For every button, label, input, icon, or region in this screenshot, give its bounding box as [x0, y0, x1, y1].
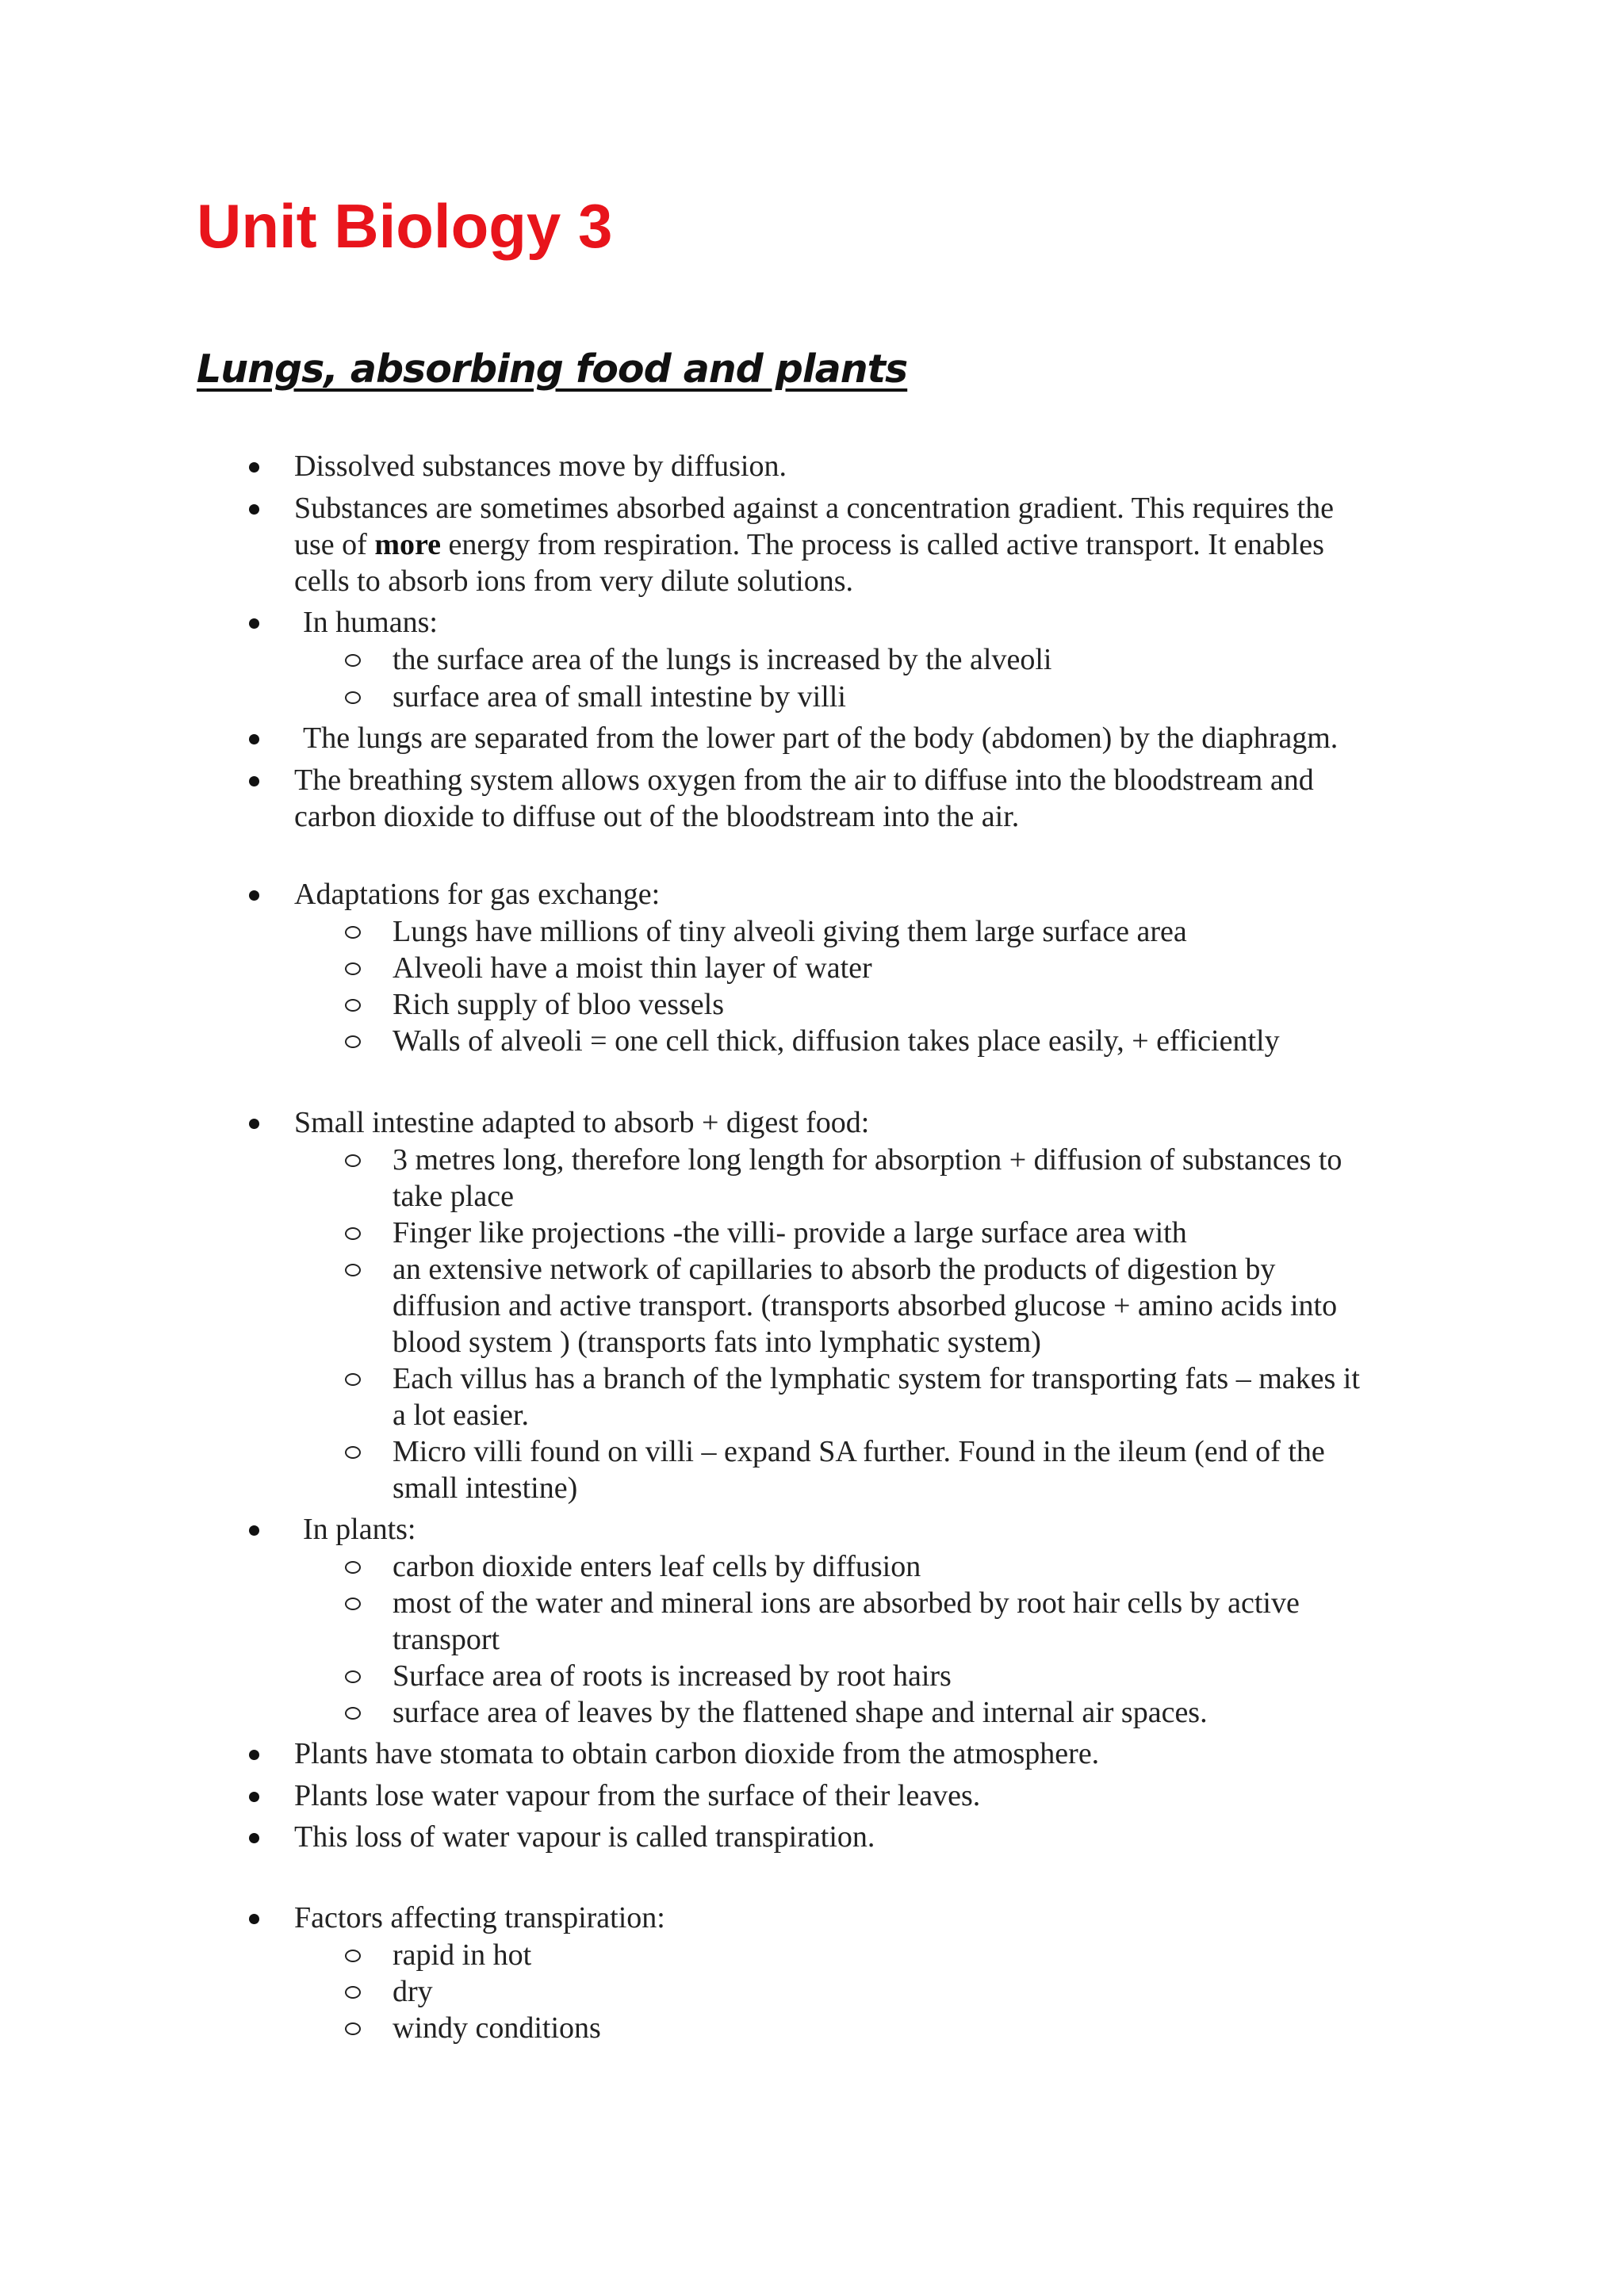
sub-list-item: surface area of small intestine by villi	[393, 680, 846, 714]
list-item: This loss of water vapour is called transpiration.	[294, 1820, 875, 1854]
bullet-icon	[249, 504, 259, 515]
sub-list-item: surface area of leaves by the flattened shape and internal air spaces.	[393, 1696, 1208, 1729]
list-item: The lungs are separated from the lower part of the body (abdomen) by the diaphragm.	[303, 721, 1339, 755]
list-item: In plants:	[303, 1513, 416, 1546]
section-heading: Lungs, absorbing food and plants	[197, 346, 908, 392]
sub-list-item-continuation: transport	[393, 1623, 500, 1656]
list-item: Dissolved substances move by diffusion.	[294, 450, 787, 483]
sub-list-item: Finger like projections -the villi- provide a large surface area with	[393, 1216, 1187, 1249]
sub-bullet-icon	[345, 654, 361, 667]
sub-list-item: windy conditions	[393, 2011, 601, 2045]
sub-list-item: Alveoli have a moist thin layer of water	[393, 951, 872, 985]
sub-list-item: Surface area of roots is increased by root hairs	[393, 1659, 952, 1693]
list-item: Plants have stomata to obtain carbon dioxide from the atmosphere.	[294, 1737, 1100, 1770]
sub-bullet-icon	[345, 962, 361, 975]
sub-bullet-icon	[345, 1035, 361, 1048]
sub-bullet-icon	[345, 1373, 361, 1386]
sub-list-item-continuation: small intestine)	[393, 1471, 578, 1505]
list-item: Factors affecting transpiration:	[294, 1901, 665, 1934]
sub-list-item: an extensive network of capillaries to absorb the products of digestion by	[393, 1253, 1276, 1286]
bullet-icon	[249, 734, 259, 744]
bullet-icon	[249, 1525, 259, 1536]
bullet-icon	[249, 1750, 259, 1760]
bullet-icon	[249, 776, 259, 786]
bullet-icon	[249, 1792, 259, 1802]
sub-list-item: Rich supply of bloo vessels	[393, 988, 724, 1021]
list-item: Substances are sometimes absorbed against a concentration gradient. This requires the	[294, 492, 1334, 525]
list-item: Adaptations for gas exchange:	[294, 878, 661, 911]
bullet-icon	[249, 1914, 259, 1924]
sub-list-item-continuation: blood system ) (transports fats into lymphatic system)	[393, 1326, 1041, 1359]
sub-list-item: Each villus has a branch of the lymphatic system for transporting fats – makes it	[393, 1362, 1360, 1395]
list-item: The breathing system allows oxygen from the air to diffuse into the bloodstream and	[294, 763, 1314, 797]
bullet-icon	[249, 1833, 259, 1843]
sub-list-item: carbon dioxide enters leaf cells by diffusion	[393, 1550, 921, 1583]
sub-bullet-icon	[345, 2022, 361, 2035]
sub-bullet-icon	[345, 1264, 361, 1276]
sub-bullet-icon	[345, 1561, 361, 1574]
sub-bullet-icon	[345, 1598, 361, 1610]
sub-bullet-icon	[345, 1670, 361, 1683]
sub-bullet-icon	[345, 691, 361, 704]
sub-list-item-continuation: take place	[393, 1180, 514, 1213]
page-title: Unit Biology 3	[197, 191, 613, 261]
sub-list-item-continuation: diffusion and active transport. (transports absorbed glucose + amino acids into	[393, 1289, 1338, 1322]
list-item: Small intestine adapted to absorb + digest food:	[294, 1106, 870, 1139]
list-item-continuation: carbon dioxide to diffuse out of the bloodstream into the air.	[294, 800, 1020, 833]
bullet-icon	[249, 890, 259, 901]
sub-list-item: dry	[393, 1975, 433, 2008]
sub-bullet-icon	[345, 926, 361, 939]
sub-bullet-icon	[345, 1950, 361, 1962]
sub-list-item: Walls of alveoli = one cell thick, diffusion takes place easily, + efficiently	[393, 1024, 1280, 1058]
sub-bullet-icon	[345, 999, 361, 1012]
sub-bullet-icon	[345, 1227, 361, 1240]
sub-list-item: rapid in hot	[393, 1938, 532, 1972]
list-item-continuation: use of more energy from respiration. The process is called active transport. It enables	[294, 528, 1324, 561]
sub-list-item-continuation: a lot easier.	[393, 1399, 529, 1432]
list-item: In humans:	[303, 606, 438, 639]
sub-list-item: most of the water and mineral ions are absorbed by root hair cells by active	[393, 1586, 1300, 1620]
sub-list-item: the surface area of the lungs is increased by the alveoli	[393, 643, 1052, 676]
sub-bullet-icon	[345, 1707, 361, 1720]
bullet-icon	[249, 618, 259, 629]
sub-bullet-icon	[345, 1154, 361, 1167]
emphasis-text: more	[374, 528, 442, 561]
sub-bullet-icon	[345, 1446, 361, 1459]
sub-list-item: Lungs have millions of tiny alveoli giving them large surface area	[393, 915, 1187, 948]
sub-list-item: 3 metres long, therefore long length for absorption + diffusion of substances to	[393, 1143, 1342, 1177]
list-item-continuation: cells to absorb ions from very dilute solutions.	[294, 564, 854, 598]
bullet-icon	[249, 1119, 259, 1129]
sub-bullet-icon	[345, 1986, 361, 1999]
sub-list-item: Micro villi found on villi – expand SA further. Found in the ileum (end of the	[393, 1435, 1325, 1468]
list-item: Plants lose water vapour from the surface of their leaves.	[294, 1779, 981, 1812]
bullet-icon	[249, 462, 259, 473]
